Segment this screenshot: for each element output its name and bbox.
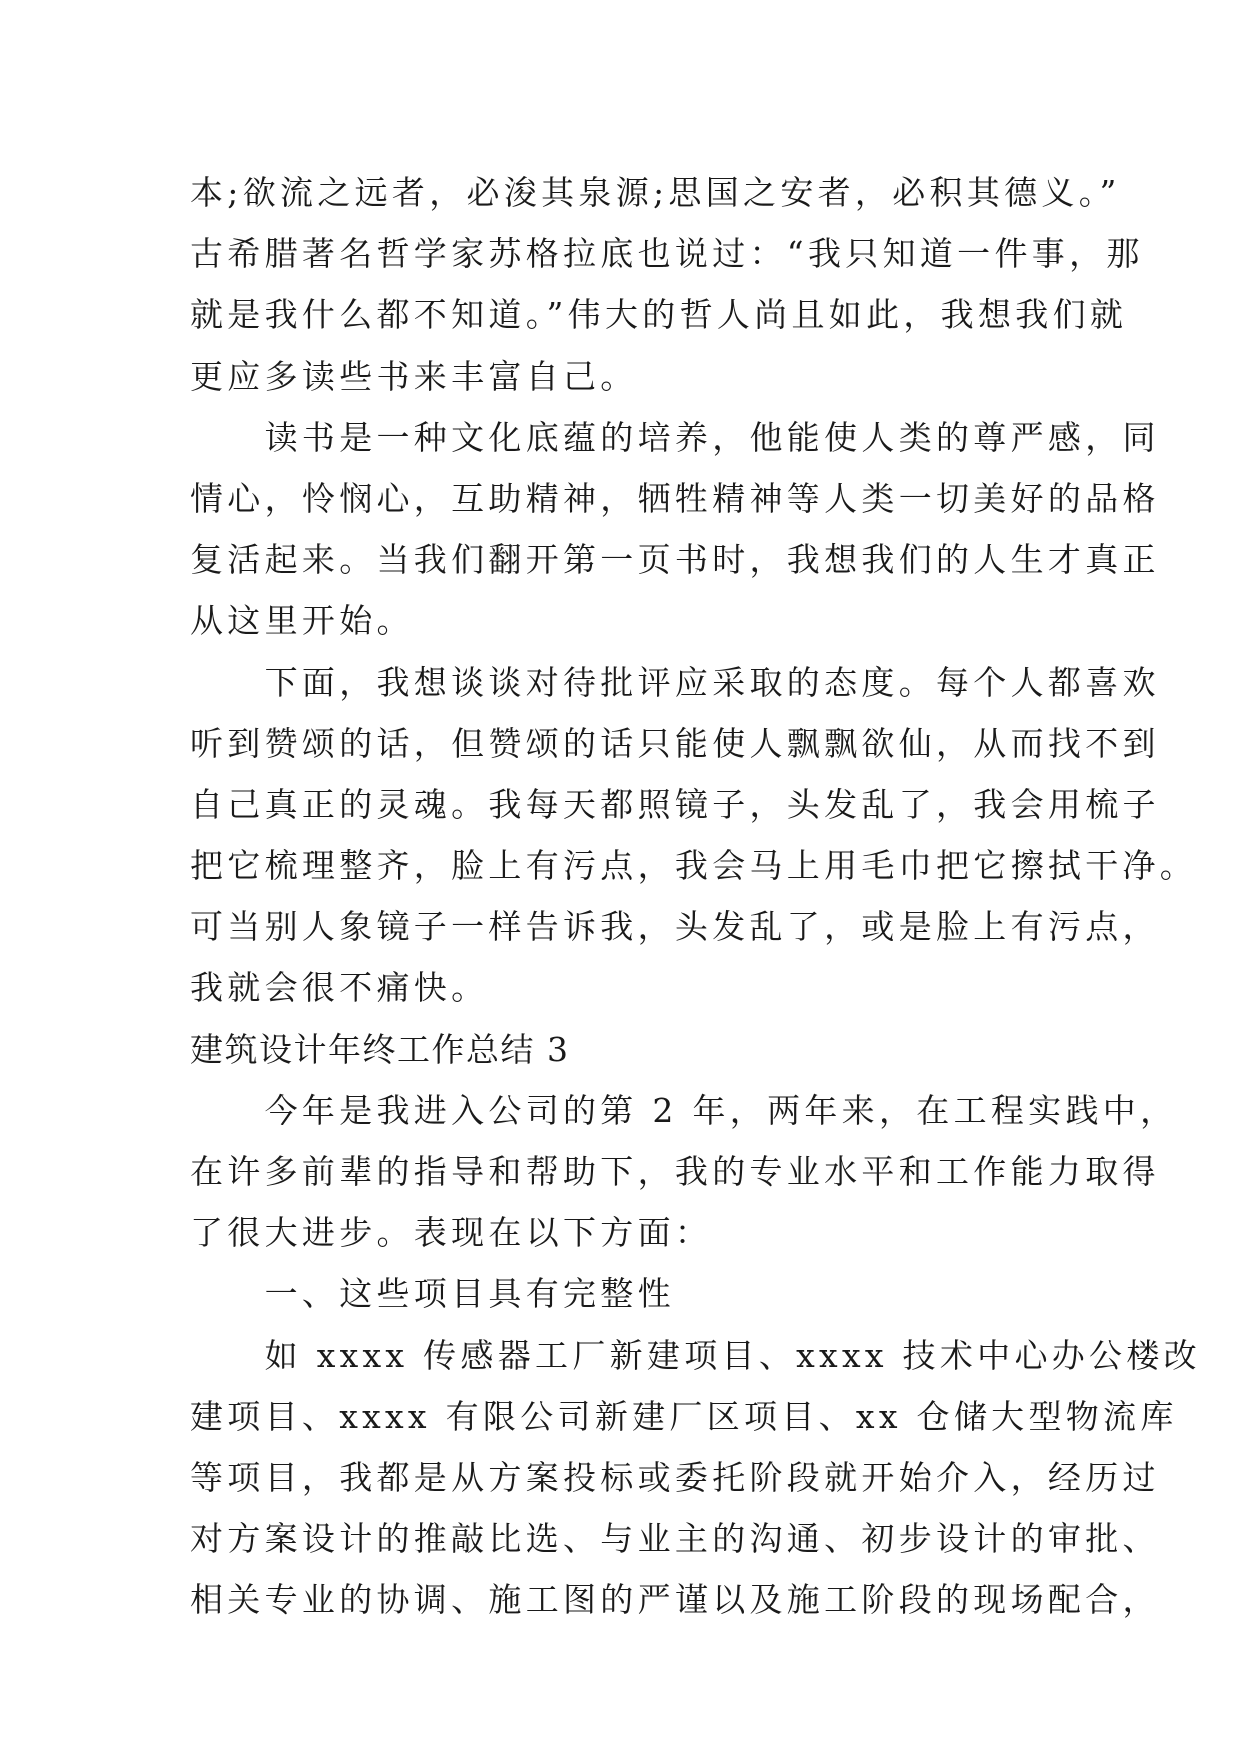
text-line: 把它梳理整齐，脸上有污点，我会马上用毛巾把它擦拭干净。: [190, 846, 1198, 886]
text-line: 相关专业的协调、施工图的严谨以及施工阶段的现场配合，: [190, 1580, 1160, 1620]
text-line: 下面，我想谈谈对待批评应采取的态度。每个人都喜欢: [190, 662, 1160, 702]
text-line: 复活起来。当我们翻开第一页书时，我想我们的人生才真正: [190, 540, 1160, 580]
text-line: 本;欲流之远者，必浚其泉源;思国之安者，必积其德义。”: [190, 173, 1121, 212]
text-line: 古希腊著名哲学家苏格拉底也说过：“我只知道一件事，那: [190, 234, 1144, 274]
text-line: 在许多前辈的指导和帮助下，我的专业水平和工作能力取得: [190, 1152, 1160, 1191]
text-line: 更应多读些书来丰富自己。: [190, 356, 638, 396]
text-line: 读书是一种文化底蕴的培养，他能使人类的尊严感，同: [190, 417, 1160, 457]
document-body: [190, 162, 1201, 1631]
text-line: 情心，怜悯心，互助精神，牺牲精神等人类一切美好的品格: [190, 478, 1160, 518]
text-line: 了很大进步。表现在以下方面：: [190, 1213, 713, 1253]
text-line: 建项目、xxxx 有限公司新建厂区项目、xx 仓储大型物流库: [190, 1396, 1178, 1436]
subsection-heading: 一、这些项目具有完整性: [190, 1274, 675, 1314]
text-line: 就是我什么都不知道。”伟大的哲人尚且如此，我想我们就: [190, 295, 1128, 335]
text-line: 可当别人象镜子一样告诉我，头发乱了，或是脸上有污点，: [190, 907, 1160, 947]
text-line: 如 xxxx 传感器工厂新建项目、xxxx 技术中心办公楼改: [190, 1335, 1201, 1375]
text-line: 自己真正的灵魂。我每天都照镜子，头发乱了，我会用梳子: [190, 784, 1160, 824]
text-line: 对方案设计的推敲比选、与业主的沟通、初步设计的审批、: [190, 1519, 1160, 1559]
text-line: 我就会很不痛快。: [190, 968, 489, 1008]
section-heading: 建筑设计年终工作总结 3: [190, 1029, 570, 1069]
text-line: 今年是我进入公司的第 2 年，两年来，在工程实践中，: [190, 1090, 1178, 1130]
text-line: 从这里开始。: [190, 601, 414, 641]
text-line: 等项目，我都是从方案投标或委托阶段就开始介入，经历过: [190, 1457, 1160, 1497]
text-line: 听到赞颂的话，但赞颂的话只能使人飘飘欲仙，从而找不到: [190, 723, 1160, 763]
